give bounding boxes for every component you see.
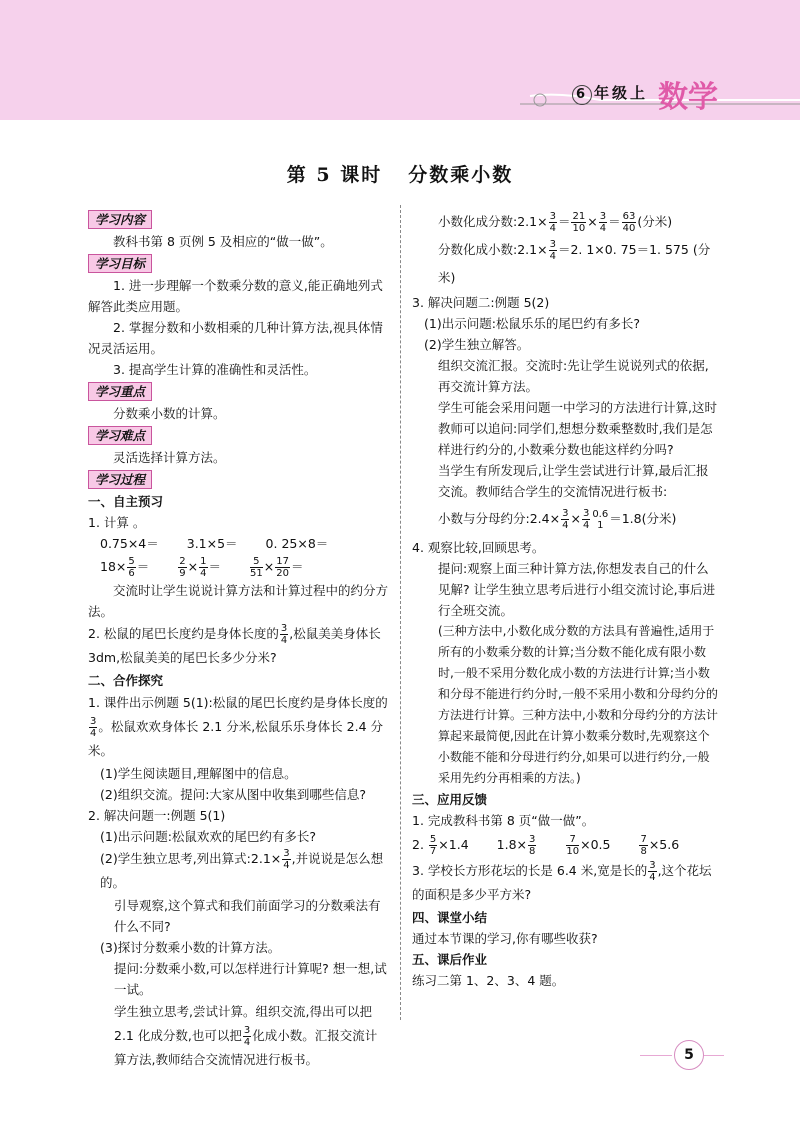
content-text: 教科书第 8 页例 5 及相应的“做一做”。 <box>113 234 333 249</box>
explore-3-3: 组织交流汇报。交流时:先让学生说说列式的依据,再交流计算方法。 <box>438 358 709 394</box>
key-text: 分数乘小数的计算。 <box>113 406 226 421</box>
subject-logo: 数学 <box>658 80 718 115</box>
tag-process: 学习过程 <box>88 470 152 489</box>
grade-text: 年级上 <box>594 84 649 102</box>
explore-2-5: 提问:分数乘小数,可以怎样进行计算呢? 想一想,试一试。 <box>114 961 387 997</box>
lesson-topic: 分数乘小数 <box>408 164 514 186</box>
fraction: $\frac{5}{51}$ <box>250 556 263 579</box>
calc-row-1 <box>88 533 388 554</box>
fraction: $\frac{3}{4}$ <box>599 211 607 234</box>
goal-1: 1. 进一步理解一个数乘分数的意义,能正确地列式解答此类应用题。 <box>88 278 383 314</box>
explore-item-1: 1. 课件出示例题 5(1):松鼠的尾巴长度约是身体长度的 $\frac{3}{4}$ 。松鼠欢欢身体长 2.1 分米,松鼠乐乐身体长 2.4 分米。 <box>88 695 388 758</box>
explore-item-3: 3. 解决问题二:例题 5(2) <box>412 295 550 310</box>
fraction: $\frac{3}{4}$ <box>649 860 656 883</box>
apply-item-1: 1. 完成教科书第 8 页“做一做”。 <box>412 813 595 828</box>
cancel-annotation: 0.6 1 <box>592 508 609 531</box>
fraction: $\frac{7}{8}$ <box>640 834 647 857</box>
explore-1-1: (1)学生阅读题目,理解图中的信息。 <box>100 766 297 781</box>
homework-text: 练习二第 1、2、3、4 题。 <box>412 973 565 988</box>
fraction: $\frac{17}{20}$ <box>276 556 289 579</box>
explore-4-1: 提问:观察上面三种计算方法,你想发表自己的什么见解? 让学生独立思考后进行小组交流讨论,事后进行全班交流。 <box>438 561 716 618</box>
method-fraction-to-decimal: 分数化成小数:2.1× $\frac{3}{4}$ ＝2. 1×0. 75＝1. 575 (分米) <box>438 239 711 285</box>
right-column <box>412 208 718 991</box>
explore-3-1: (1)出示问题:松鼠乐乐的尾巴约有多长? <box>424 316 641 331</box>
goal-2: 2. 掌握分数和小数相乘的几种计算方法,视具体情况灵活运用。 <box>88 320 383 356</box>
explore-2-1: (1)出示问题:松鼠欢欢的尾巴约有多长? <box>100 829 317 844</box>
fraction: $\frac{3}{4}$ <box>549 239 556 262</box>
explore-2-4: (3)探讨分数乘小数的计算方法。 <box>100 940 281 955</box>
section-5-heading: 五、课后作业 <box>412 952 488 967</box>
fraction: $\frac{1}{4}$ <box>200 556 207 579</box>
explore-3-4: 学生可能会采用问题一中学习的方法进行计算,这时教师可以追问:同学们,想想分数乘整数时,我们是怎样进行约分的,小数乘分数也能这样约分吗? <box>438 400 717 457</box>
fraction: $\frac{63}{40}$ <box>622 211 636 234</box>
page-number-line <box>640 1055 672 1056</box>
section-4-heading: 四、课堂小结 <box>412 910 488 925</box>
tag-goals: 学习目标 <box>88 254 152 273</box>
fraction: $\frac{2}{9}$ <box>179 556 186 579</box>
method-decimal-to-fraction: 小数化成分数:2.1× $\frac{3}{4}$ ＝ $\frac{21}{10}$ × $\frac{3}{4}$ ＝ $\frac{63}{40}$ (分米) <box>438 211 673 234</box>
calc-1: 0.75×4＝ <box>100 536 159 551</box>
fraction: $\frac{3}{8}$ <box>529 834 536 857</box>
calc-4-lead: 18× <box>100 559 127 574</box>
tag-content: 学习内容 <box>88 210 152 229</box>
explore-2-2: (2)学生独立思考,列出算式:2.1× $\frac{3}{4}$ ,并说说是怎么想的。 <box>100 848 384 890</box>
fraction: $\frac{3}{4}$ <box>582 508 590 531</box>
lesson-title <box>0 160 800 187</box>
note-1: 交流时让学生说说计算方法和计算过程中的约分方法。 <box>88 583 389 619</box>
summary-text: 通过本节课的学习,你有哪些收获? <box>412 931 598 946</box>
calc-3: 0. 25×8＝ <box>265 536 329 551</box>
fraction: $\frac{3}{4}$ <box>283 848 290 871</box>
apply-item-3: 3. 学校长方形花坛的长是 6.4 米,宽是长的 $\frac{3}{4}$ ,这个花坛的面积是多少平方米? <box>412 860 712 902</box>
grade-number: 6 <box>572 85 592 105</box>
preview-item-1: 1. 计算 。 <box>88 515 146 530</box>
difficulty-text: 灵活选择计算方法。 <box>113 450 226 465</box>
page-number-line <box>704 1055 724 1056</box>
explore-2-6: 学生独立思考,尝试计算。组织交流,得出可以把 2.1 化成分数,也可以把 $\frac{3}{4}$ 化成小数。汇报交流计算方法,教师结合交流情况进行板书。 <box>114 1004 378 1067</box>
fraction: $\frac{7}{10}$ <box>566 834 580 857</box>
lesson-number: 第 5 课时 <box>286 164 383 186</box>
section-2-heading: 二、合作探究 <box>88 673 164 688</box>
explore-3-2: (2)学生独立解答。 <box>424 337 530 352</box>
preview-item-2: 2. 松鼠的尾巴长度约是身体长度的 $\frac{3}{4}$ ,松鼠美美身体长 3dm,松鼠美美的尾巴长多少分米? <box>88 623 381 665</box>
page-number: 5 <box>674 1040 704 1070</box>
goal-3: 3. 提高学生计算的准确性和灵活性。 <box>113 362 317 377</box>
explore-item-2: 2. 解决问题一:例题 5(1) <box>88 808 226 823</box>
section-3-heading: 三、应用反馈 <box>412 792 488 807</box>
fraction: $\frac{5}{6}$ <box>128 556 135 579</box>
tag-key: 学习重点 <box>88 382 152 401</box>
explore-4-2: (三种方法中,小数化成分数的方法具有普遍性,适用于所有的小数乘分数的计算;当分数不能化成有限小数时,一般不采用分数化成小数的方法进行计算;当小数和分母不能进行约分时,一般不采用小数和分母约分的方法进行计算。三种方法中,小数和分母约分的方法计算起来最简便,因此在计算小数乘分数时,先观察这个小数能不能和分母进行约分,如果可以进行约分,一般采用先约分再相乘的方法。) <box>438 624 718 785</box>
fraction: $\frac{3}{4}$ <box>562 508 569 531</box>
left-column <box>88 208 388 1072</box>
calc-2: 3.1×5＝ <box>186 536 238 551</box>
column-divider <box>400 205 401 1020</box>
calc-row-2: 18× $\frac{5}{6}$ ＝ $\frac{2}{9}$ × $\frac{1}{4}$ ＝ $\frac{5}{51}$ × $\frac{17}{20}$ ＝ <box>100 556 304 579</box>
fraction: $\frac{3}{4}$ <box>90 716 97 739</box>
explore-2-3: 引导观察,这个算式和我们前面学习的分数乘法有什么不同? <box>114 898 381 934</box>
apply-item-2: 2. $\frac{5}{7}$ ×1.4 1.8× $\frac{3}{8}$ $\frac{7}{10}$ ×0.5 $\frac{7}{8}$ ×5.6 <box>412 834 680 857</box>
tag-difficulty: 学习难点 <box>88 426 152 445</box>
fraction: $\frac{3}{4}$ <box>549 211 556 234</box>
explore-3-5: 当学生有所发现后,让学生尝试进行计算,最后汇报交流。教师结合学生的交流情况进行板书: <box>438 463 709 499</box>
fraction: $\frac{3}{4}$ <box>280 623 288 646</box>
section-1-heading: 一、自主预习 <box>88 494 164 509</box>
fraction: $\frac{3}{4}$ <box>243 1025 251 1048</box>
grade-label <box>572 82 650 105</box>
fraction: $\frac{21}{10}$ <box>572 211 586 234</box>
fraction: $\frac{5}{7}$ <box>429 834 437 857</box>
explore-1-2: (2)组织交流。提问:大家从图中收集到哪些信息? <box>100 787 367 802</box>
explore-item-4: 4. 观察比较,回顾思考。 <box>412 540 545 555</box>
method-cancel: 小数与分母约分:2.4× $\frac{3}{4}$ × $\frac{3}{4}$ 0.6 1 ＝1.8(分米) <box>438 508 677 531</box>
